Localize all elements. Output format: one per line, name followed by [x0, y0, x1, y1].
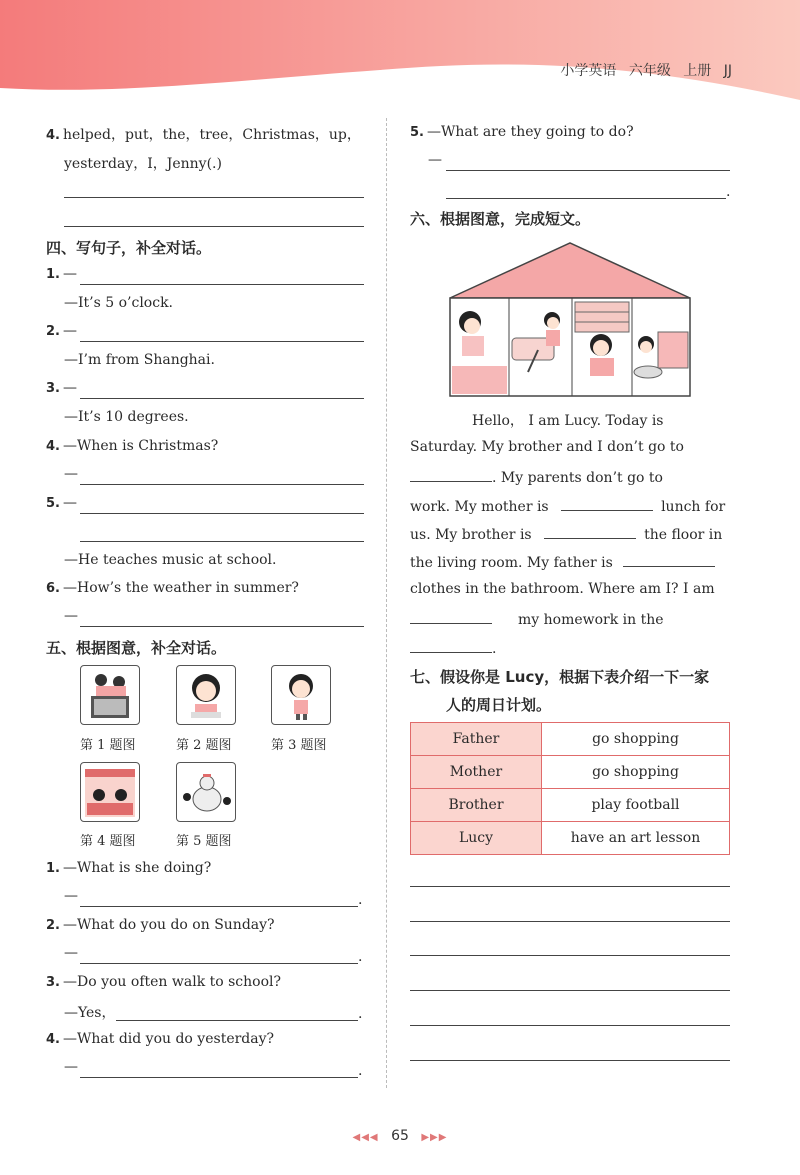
s4-item4-q: 4. —When is Christmas?: [46, 438, 219, 454]
s4-item1-a: —It’s 5 o’clock.: [64, 295, 173, 311]
s4-item1-q: 1. —: [46, 266, 77, 282]
section5-title: 五、根据图意，补全对话。: [46, 639, 227, 657]
s4-item3-q: 3. —: [46, 380, 77, 396]
r-q5-a: —: [428, 152, 442, 168]
answer-line[interactable]: [64, 197, 364, 198]
section6-title: 六、根据图意，完成短文。: [410, 210, 591, 228]
r-q5-q: 5. —What are they going to do?: [410, 124, 634, 140]
s4-item4-a: —: [64, 466, 78, 482]
s4-item6-a: —: [64, 608, 78, 624]
column-divider: [386, 118, 387, 1088]
prev-arrows-icon: ◀◀◀: [352, 1132, 379, 1143]
para-line-3: . My parents don’t go to: [410, 467, 730, 486]
period: .: [358, 949, 363, 965]
s5-item4-q: 4. —What did you do yesterday?: [46, 1031, 275, 1047]
answer-line[interactable]: [64, 226, 364, 227]
writing-line[interactable]: [410, 955, 730, 956]
s5-item2-a: —: [64, 945, 78, 961]
caption-4: 第 4 题图: [80, 834, 136, 849]
period: .: [358, 1006, 363, 1022]
period: .: [726, 184, 731, 200]
answer-line[interactable]: [80, 484, 364, 485]
s5-item1-q: 1. —What is she doing?: [46, 860, 212, 876]
writing-line[interactable]: [410, 1060, 730, 1061]
answer-line[interactable]: [80, 906, 358, 907]
s5-item2-q: 2. —What do you do on Sunday?: [46, 917, 275, 933]
answer-line[interactable]: [80, 1077, 358, 1078]
s4-item2-a: —I’m from Shanghai.: [64, 352, 215, 368]
writing-line[interactable]: [410, 990, 730, 991]
header-volume: 上册: [683, 63, 712, 79]
page-footer: [0, 1128, 800, 1144]
picture-5: [176, 762, 236, 822]
answer-line[interactable]: [80, 626, 364, 627]
period: .: [358, 1063, 363, 1079]
header-wave: [0, 0, 800, 110]
answer-line[interactable]: [446, 170, 730, 171]
header-info: [560, 60, 732, 80]
header-grade: 六年级: [628, 63, 671, 79]
para-line-1: Hello， I am Lucy. Today is: [472, 413, 664, 429]
blank[interactable]: [410, 609, 492, 624]
caption-3: 第 3 题图: [271, 738, 327, 753]
s4-item2-q: 2. —: [46, 323, 77, 339]
writing-line[interactable]: [410, 1025, 730, 1026]
answer-line[interactable]: [80, 398, 364, 399]
s4-item5-q: 5. —: [46, 495, 77, 511]
header-subject: 小学英语: [560, 63, 617, 79]
header-banner: [0, 0, 800, 110]
next-arrows-icon: ▶▶▶: [421, 1132, 448, 1143]
period: .: [358, 892, 363, 908]
writing-line[interactable]: [410, 886, 730, 887]
q4-words: helped，put，the，tree，Christmas，up，: [62, 127, 361, 143]
answer-line[interactable]: [80, 513, 364, 514]
q4-line1: [46, 124, 361, 144]
table-row: Lucy have an art lesson: [411, 822, 730, 855]
answer-line[interactable]: [80, 963, 358, 964]
q4-line2: yesterday，I，Jenny(.): [64, 156, 222, 172]
blank[interactable]: [410, 638, 492, 653]
picture-3: [271, 665, 331, 725]
caption-1: 第 1 题图: [80, 738, 136, 753]
answer-line[interactable]: [116, 1020, 358, 1021]
s4-item5-a: —He teaches music at school.: [64, 552, 277, 568]
section7-title-1: 七、假设你是 Lucy，根据下表介绍一下一家: [410, 668, 710, 686]
s4-item3-a: —It’s 10 degrees.: [64, 409, 189, 425]
para-line-8: my homework in the: [410, 609, 730, 628]
table-row: Father go shopping: [411, 723, 730, 756]
para-line-6: the living room. My father is: [410, 552, 730, 571]
house-picture: [448, 240, 693, 398]
table-row: Mother go shopping: [411, 756, 730, 789]
answer-line[interactable]: [446, 198, 726, 199]
sunday-plan-table: [410, 722, 730, 855]
para-line-2: Saturday. My brother and I don’t go to: [410, 439, 684, 455]
caption-5: 第 5 题图: [176, 834, 232, 849]
para-line-7: clothes in the bathroom. Where am I? I am: [410, 581, 715, 597]
s5-item3-q: 3. —Do you often walk to school?: [46, 974, 282, 990]
para-line-4: work. My mother is lunch for: [410, 496, 730, 515]
blank[interactable]: [623, 552, 715, 567]
header-edition: JJ: [723, 63, 732, 79]
picture-1: [80, 665, 140, 725]
page-number: 65: [391, 1128, 409, 1144]
table-row: Brother play football: [411, 789, 730, 822]
section7-title-2: 人的周日计划。: [446, 696, 552, 714]
answer-line[interactable]: [80, 284, 364, 285]
section4-title: 四、写句子，补全对话。: [46, 239, 212, 257]
answer-line[interactable]: [80, 341, 364, 342]
blank[interactable]: [544, 524, 636, 539]
blank[interactable]: [561, 496, 653, 511]
s5-item1-a: —: [64, 888, 78, 904]
s5-item4-a: —: [64, 1059, 78, 1075]
answer-line[interactable]: [80, 541, 364, 542]
q4-number: 4.: [46, 128, 60, 143]
para-line-9: .: [410, 638, 730, 657]
s4-item6-q: 6. —How’s the weather in summer?: [46, 580, 299, 596]
caption-2: 第 2 题图: [176, 738, 232, 753]
picture-2: [176, 665, 236, 725]
writing-line[interactable]: [410, 921, 730, 922]
para-line-5: us. My brother is the floor in: [410, 524, 730, 543]
blank[interactable]: [410, 467, 492, 482]
picture-4: [80, 762, 140, 822]
s5-item3-a: —Yes，: [64, 1005, 116, 1021]
